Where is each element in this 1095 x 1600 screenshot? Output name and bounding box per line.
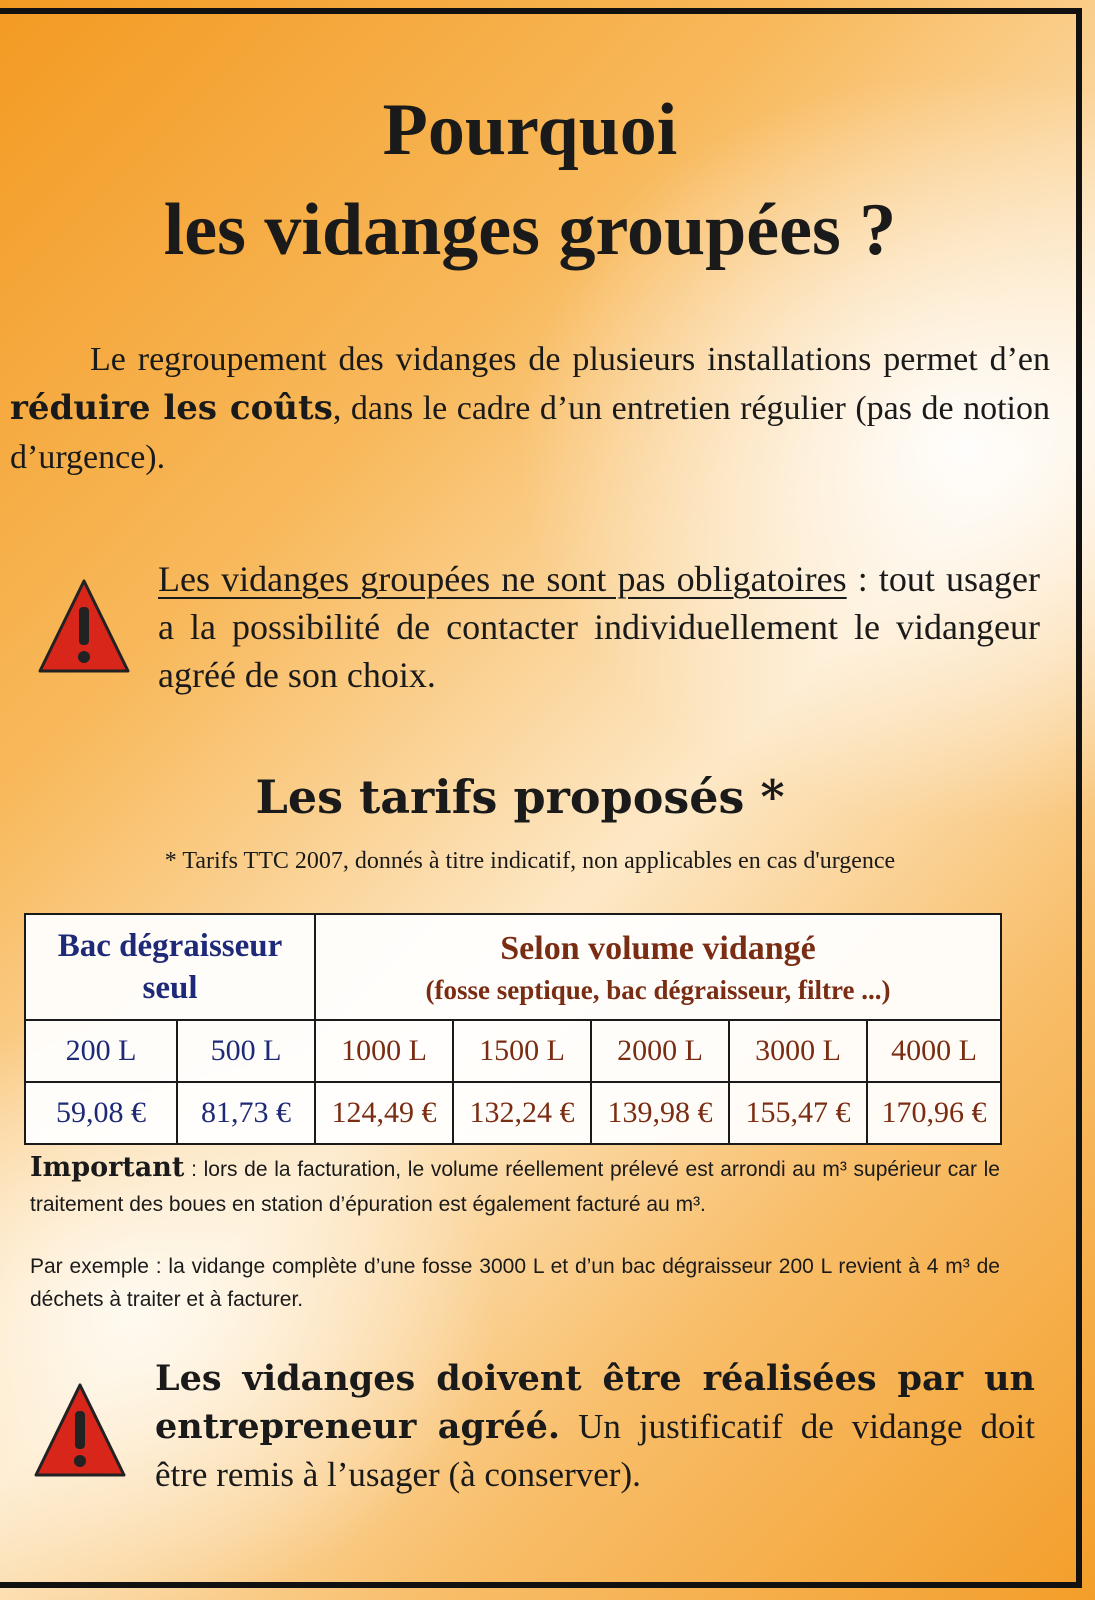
- tarifs-title: Les tarifs proposés *: [255, 770, 785, 824]
- warning-block-agree: [0, 1355, 1060, 1515]
- header-bac-line1: Bac dégraisseur: [57, 928, 283, 964]
- warning2-bold: Les vidanges doivent être réalisées par un entrepreneur agréé.: [155, 1358, 1035, 1447]
- price-cell: 155,47 €: [729, 1082, 867, 1144]
- volume-cell: 4000 L: [867, 1020, 1001, 1082]
- price-cell: 139,98 €: [591, 1082, 729, 1144]
- volume-cell: 200 L: [25, 1020, 177, 1082]
- intro-bold: réduire les coûts: [10, 388, 333, 428]
- warning-triangle-icon: [32, 1381, 128, 1481]
- title-line-2: les vidanges groupées ?: [163, 189, 897, 271]
- volume-cell: 3000 L: [729, 1020, 867, 1082]
- warning-text-optional: [158, 555, 1040, 699]
- volume-cell: 1000 L: [315, 1020, 453, 1082]
- price-cell: 124,49 €: [315, 1082, 453, 1144]
- intro-text-end: , dans le cadre d’un entretien régulier (pas de notion d’urgence).: [10, 390, 1051, 476]
- intro-text-start: Le regroupement des vidanges de plusieurs installations permet d’en: [90, 341, 1050, 378]
- header-bac-degraisseur: [25, 914, 315, 1020]
- warning-block-optional: [0, 555, 1060, 715]
- warning-text-agree: [155, 1355, 1035, 1499]
- header-volume: [315, 914, 1001, 1020]
- important-text: : lors de la facturation, le volume réellement prélevé est arrondi au m³ supérieur car le traitement des boues en station d’épuration est également facturé au m³.: [30, 1158, 1000, 1216]
- table-row-prices: [25, 1082, 1001, 1144]
- tarifs-note: * Tarifs TTC 2007, donnés à titre indicatif, non applicables en cas d'urgence: [164, 848, 896, 874]
- header-bac-line2: seul: [142, 970, 198, 1006]
- title-line-1: Pourquoi: [382, 89, 678, 171]
- important-note: [30, 1150, 1000, 1222]
- price-cell: 81,73 €: [177, 1082, 315, 1144]
- volume-cell: 500 L: [177, 1020, 315, 1082]
- price-cell: 132,24 €: [453, 1082, 591, 1144]
- price-cell: 59,08 €: [25, 1082, 177, 1144]
- intro-paragraph: [10, 335, 1050, 482]
- warning2-rest: Un justificatif de vidange doit être remis à l’usager (à conserver).: [155, 1407, 1035, 1494]
- page-title: [0, 80, 1060, 280]
- price-cell: 170,96 €: [867, 1082, 1001, 1144]
- table-header-row: [25, 914, 1001, 1020]
- volume-cell: 1500 L: [453, 1020, 591, 1082]
- tarifs-table: [24, 913, 1002, 1145]
- volume-cell: 2000 L: [591, 1020, 729, 1082]
- warning-rest: : tout usager a la possibilité de contacter individuellement le vidangeur agréé de son choix.: [158, 559, 1040, 695]
- header-volume-title: Selon volume vidangé: [500, 930, 816, 967]
- warning-underlined: Les vidanges groupées ne sont pas obligatoires: [158, 559, 847, 599]
- example-note: Par exemple : la vidange complète d’une fosse 3000 L et d’un bac dégraisseur 200 L revient à 4 m³ de déchets à traiter et à facturer.: [30, 1255, 1000, 1311]
- header-volume-sub: (fosse septique, bac dégraisseur, filtre ...): [425, 975, 891, 1005]
- warning-triangle-icon: [36, 577, 132, 677]
- table-row-volumes: [25, 1020, 1001, 1082]
- important-label: Important: [30, 1152, 185, 1183]
